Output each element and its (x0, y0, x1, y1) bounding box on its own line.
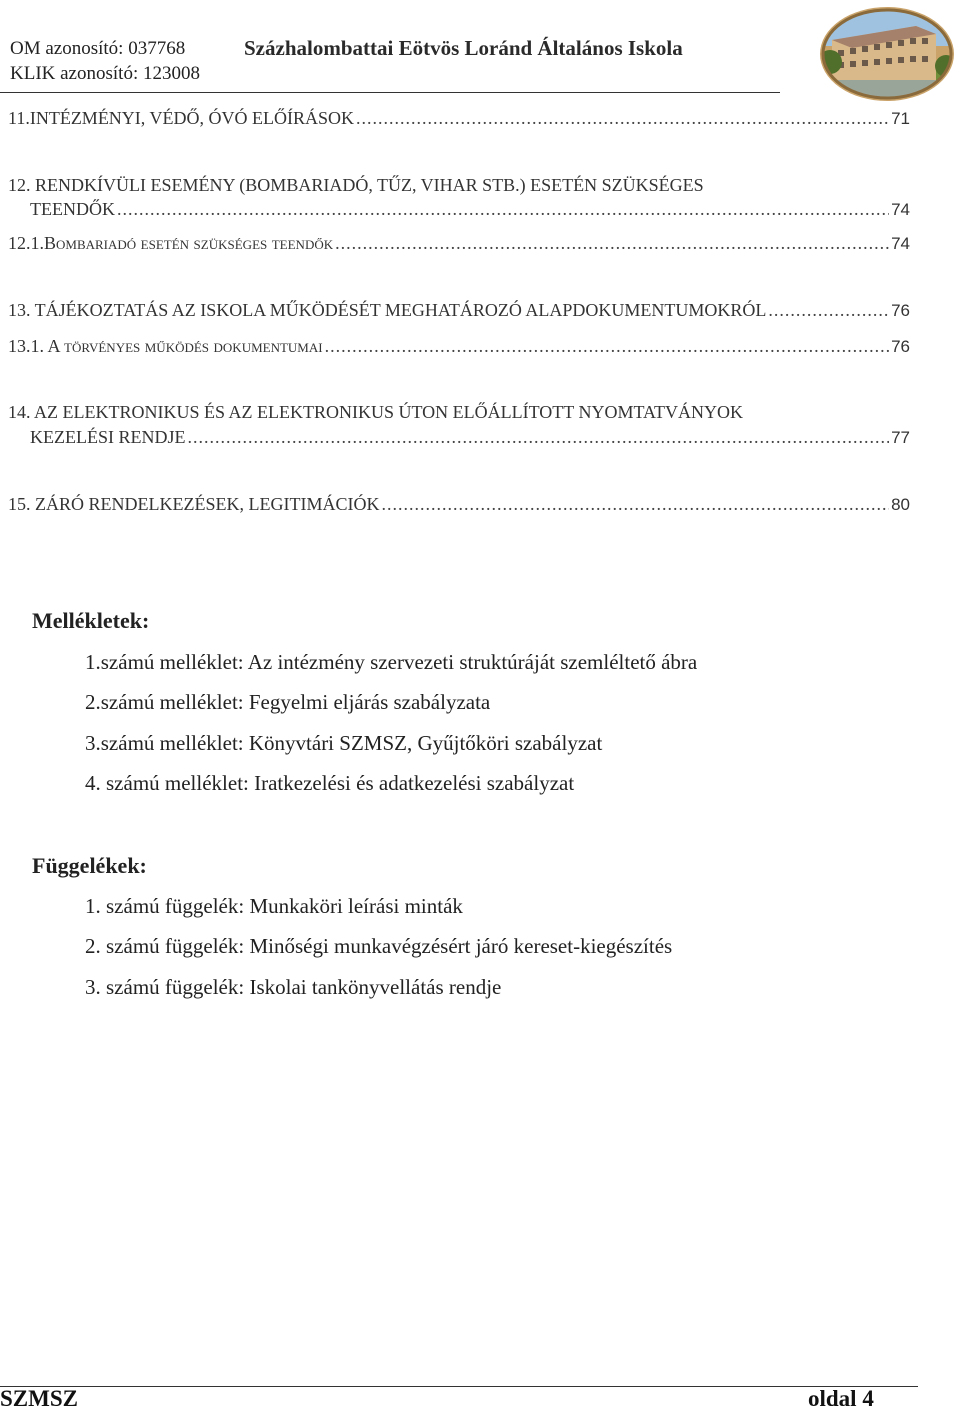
appendix-item: 3. számú függelék: Iskolai tankönyvellátás rendje (85, 975, 502, 999)
attachment-item: 4. számú melléklet: Iratkezelési és adatkezelési szabályzat (85, 771, 575, 795)
footer-page-number: oldal 4 (808, 1386, 874, 1411)
toc-entry-page: 74 (891, 200, 910, 219)
toc-entry[interactable] (30, 427, 910, 448)
attachment-item: 3.számú melléklet: Könyvtári SZMSZ, Gyűjtőköri szabályzat (85, 731, 603, 755)
toc-entry-title: 15. ZÁRÓ RENDELKEZÉSEK, LEGITIMÁCIÓK (8, 494, 380, 514)
appendix-item: 1. számú függelék: Munkaköri leírási minták (85, 894, 463, 918)
toc-entry-title-line1: 14. AZ ELEKTRONIKUS ÉS AZ ELEKTRONIKUS ÚTON ELŐÁLLÍTOTT NYOMTATVÁNYOK (8, 402, 744, 422)
footer-rule (0, 1386, 918, 1387)
toc-entry-page: 71 (891, 109, 910, 128)
toc-entry-page: 74 (891, 234, 910, 253)
header-ids (10, 36, 200, 86)
toc-entry[interactable] (8, 108, 910, 129)
school-name: Százhalombattai Eötvös Loránd Általános Iskola (244, 36, 683, 60)
toc-entry[interactable] (30, 199, 910, 220)
toc-leader-dots (381, 494, 889, 515)
toc-subentry[interactable] (8, 233, 910, 254)
toc-leader-dots (187, 427, 889, 448)
toc-subentry[interactable] (8, 336, 910, 357)
toc-entry-title: 13.1. A törvényes működés dokumentumai (8, 336, 323, 356)
toc-entry-title: 12.1.Bombariadó esetén szükséges teendők (8, 233, 334, 253)
header-rule (0, 92, 780, 93)
toc-entry-page: 77 (891, 428, 910, 447)
footer-document-name: SZMSZ (0, 1386, 78, 1411)
toc-leader-dots (325, 336, 890, 357)
toc-entry-title-line1: 12. RENDKÍVÜLI ESEMÉNY (BOMBARIADÓ, TŰZ, VIHAR STB.) ESETÉN SZÜKSÉGES (8, 175, 704, 195)
attachment-item: 1.számú melléklet: Az intézmény szervezeti struktúráját szemléltető ábra (85, 650, 698, 674)
appendix-item: 2. számú függelék: Minőségi munkavégzésért járó kereset-kiegészítés (85, 934, 673, 958)
appendices-heading: Függelékek: (32, 853, 147, 878)
toc-entry-title: TEENDŐK (30, 199, 115, 219)
toc-entry[interactable] (8, 494, 910, 515)
toc-entry-page: 80 (891, 495, 910, 514)
toc-entry-page: 76 (891, 301, 910, 320)
toc-leader-dots (768, 300, 889, 321)
school-building-logo (818, 6, 956, 102)
toc-leader-dots (335, 233, 889, 254)
attachments-heading: Mellékletek: (32, 608, 150, 633)
toc-entry-title: KEZELÉSI RENDJE (30, 427, 186, 447)
toc-entry-page: 76 (891, 337, 910, 356)
om-id: OM azonosító: 037768 (10, 38, 186, 59)
toc-leader-dots (117, 199, 889, 220)
klik-id: KLIK azonosító: 123008 (10, 63, 200, 84)
toc-leader-dots (356, 108, 889, 129)
attachment-item: 2.számú melléklet: Fegyelmi eljárás szabályzata (85, 690, 491, 714)
toc-entry[interactable] (8, 300, 910, 321)
toc-entry-title: 13. TÁJÉKOZTATÁS AZ ISKOLA MŰKÖDÉSÉT MEGHATÁROZÓ ALAPDOKUMENTUMOKRÓL (8, 300, 767, 320)
toc-entry-title: 11.INTÉZMÉNYI, VÉDŐ, ÓVÓ ELŐÍRÁSOK (8, 108, 354, 128)
